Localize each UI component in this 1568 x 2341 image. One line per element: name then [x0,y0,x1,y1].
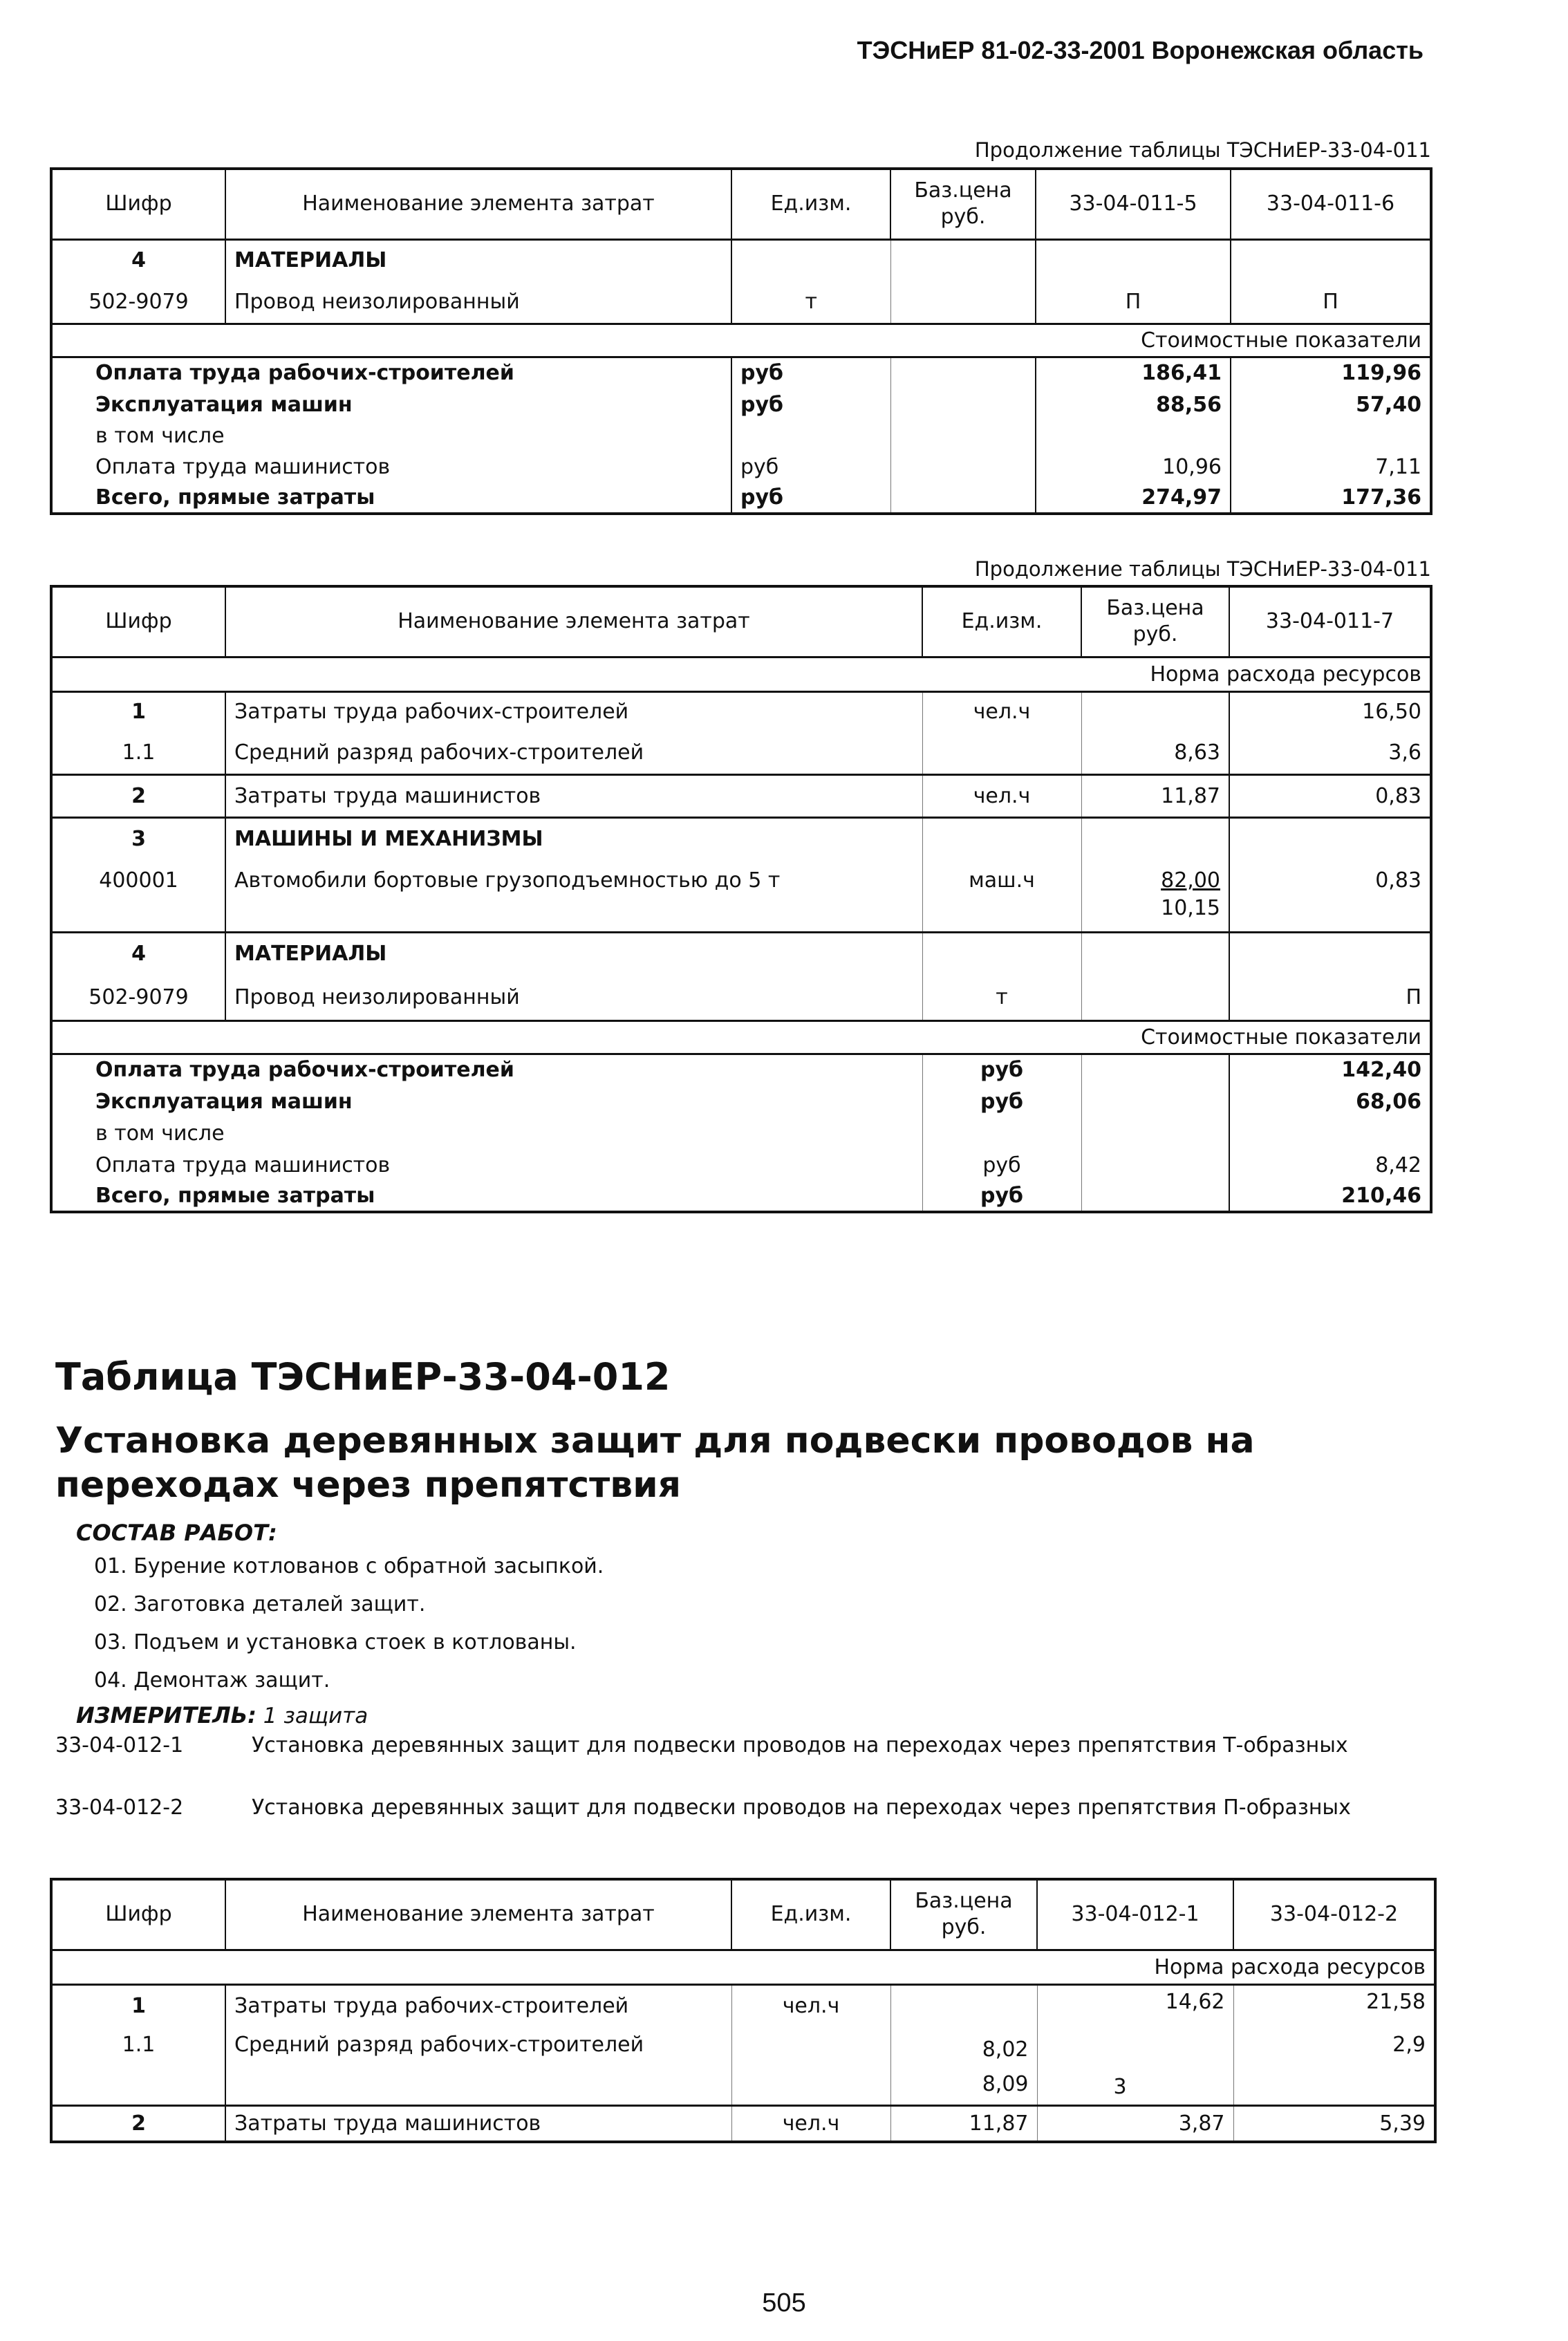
row-value-1: 14,62 [1037,1984,1233,2027]
norm-label-row [51,1950,1435,1984]
cost-label-row [51,324,1431,357]
section-name: МАТЕРИАЛЫ [225,239,731,281]
row-code: 502-9079 [88,985,189,1009]
cost-row [51,389,1431,420]
row-unit: чел.ч [922,691,1081,731]
table-row [51,239,1431,281]
table-row [51,860,1431,932]
row-name: Провод неизолированный [225,975,922,1020]
table-row [51,2106,1435,2142]
col-header-name: Наименование элемента затрат [225,169,731,239]
col-header-price: Баз.цена руб. [1081,586,1229,657]
section-name: МАШИНЫ И МЕХАНИЗМЫ [225,817,922,860]
col-header-unit: Ед.изм. [922,586,1081,657]
cost-value-2: 57,40 [1231,389,1431,420]
row-name: Провод неизолированный [225,281,731,324]
cost-unit: руб [731,389,890,420]
col-header-code: Шифр [105,192,172,216]
norm-label: Норма расхода ресурсов [1154,1955,1426,1979]
cost-name: в том числе [95,423,225,448]
table-row [51,731,1431,774]
cost-name: Оплата труда машинистов [95,454,391,479]
cost-unit: руб [922,1181,1081,1212]
col-header-price: Баз.цена руб. [890,169,1036,239]
row-value-1: П [1229,975,1431,1020]
row-value-1: 3,87 [1037,2106,1233,2142]
table-row [51,281,1431,324]
table-row [51,691,1431,731]
cost-unit: руб [922,1149,1081,1181]
cost-name: Оплата труда машинистов [95,1153,391,1177]
row-unit: чел.ч [922,774,1081,817]
code-item-number: 33-04-012-1 [55,1733,184,1757]
row-value-1: 0,83 [1229,860,1431,932]
section-code: 4 [131,248,146,273]
cost-unit: руб [731,357,890,389]
table-row [51,2027,1435,2106]
measure-heading: ИЗМЕРИТЕЛЬ: [76,1702,256,1728]
row-price: 11,87 [1081,774,1229,817]
norm-label-row [51,657,1431,691]
measure-value: 1 защита [263,1704,368,1728]
work-item: 03. Подъем и установка стоек в котлованы. [94,1630,577,1654]
row-value-1: 3 [1037,2027,1233,2106]
row-name: Средний разряд рабочих-строителей [225,2027,731,2106]
row-value-2: 5,39 [1233,2106,1435,2142]
row-name: Автомобили бортовые грузоподъемностью до 5 т [225,860,922,932]
col-header-rate-1: 33-04-011-5 [1036,169,1231,239]
table-row [51,932,1431,975]
row-value-1: 3,6 [1229,731,1431,774]
row-code: 1 [131,700,146,725]
row-name: Затраты труда машинистов [225,2106,731,2142]
work-item: 02. Заготовка деталей защит. [94,1592,426,1616]
row-value-2: 2,9 [1233,2027,1435,2106]
cost-label: Стоимостные показатели [1141,328,1421,353]
row-value-2: П [1231,281,1431,324]
table-row [51,774,1431,817]
table-a-header-row [51,169,1431,239]
row-price: 11,87 [890,2106,1037,2142]
row-code: 1.1 [122,2033,156,2057]
row-name: Средний разряд рабочих-строителей [225,731,922,774]
cost-value-1: 8,42 [1229,1149,1431,1181]
cost-row [51,357,1431,389]
row-value-1: 0,83 [1229,774,1431,817]
row-name: Затраты труда машинистов [225,774,922,817]
price-line-2: 8,09 [982,2072,1029,2096]
cost-value-1: 210,46 [1229,1181,1431,1212]
document-header: ТЭСНиЕР 81-02-33-2001 Воронежская область [857,36,1424,64]
col-header-unit: Ед.изм. [731,169,890,239]
cost-label: Стоимостные показатели [1141,1025,1421,1050]
page-number: 505 [762,2288,806,2317]
cost-row [51,1085,1431,1117]
cost-row-total [51,1181,1431,1212]
table-b [50,585,1432,1213]
table-a-caption: Продолжение таблицы ТЭСНиЕР-33-04-011 [974,138,1431,162]
row-price: 8,63 [1081,731,1229,774]
row-unit: чел.ч [731,1984,890,2027]
work-item: 01. Бурение котлованов с обратной засыпкой. [94,1554,604,1578]
row-name: Затраты труда рабочих-строителей [225,691,922,731]
cost-row [51,1149,1431,1181]
price-rate-top: 82,00 [1161,868,1220,893]
section-subtitle: Установка деревянных защит для подвески проводов на переходах через препятствия [55,1420,1255,1506]
table-c-header-row [51,1879,1435,1950]
cost-value-1: 186,41 [1036,357,1231,389]
section-code: 3 [131,827,146,852]
cost-unit: руб [922,1054,1081,1085]
works-heading: СОСТАВ РАБОТ: [76,1520,277,1546]
cost-value-1: 68,06 [1229,1085,1431,1117]
col-header-rate-2: 33-04-011-6 [1231,169,1431,239]
cost-row-total [51,483,1431,514]
cost-name: Оплата труда рабочих-строителей [95,1058,514,1083]
cost-unit: руб [922,1085,1081,1117]
cost-name: Эксплуатация машин [95,392,353,417]
cost-value-2: 119,96 [1231,357,1431,389]
row-price [890,2027,1037,2106]
cost-label-row [51,1020,1431,1054]
cost-name: Всего, прямые затраты [95,485,375,510]
price-line-1: 8,02 [982,2037,1029,2062]
row-code: 1 [131,1994,146,2019]
row-unit: маш.ч [922,860,1081,932]
col-header-rate-2: 33-04-012-2 [1233,1879,1435,1950]
cost-name: Эксплуатация машин [95,1089,353,1114]
col-header-name: Наименование элемента затрат [225,586,922,657]
norm-label: Норма расхода ресурсов [1150,662,1421,687]
row-unit: чел.ч [731,2106,890,2142]
col-header-name: Наименование элемента затрат [225,1879,731,1950]
row-value-2: 21,58 [1233,1984,1435,2027]
table-row [51,817,1431,860]
code-item-text: Установка деревянных защит для подвески проводов на переходах через препятствия П-образных [252,1796,1351,1820]
section-code: 4 [131,942,146,967]
table-row [51,1984,1435,2027]
cost-value-2: 177,36 [1231,483,1431,514]
cost-row [51,420,1431,451]
cost-value-1: 142,40 [1229,1054,1431,1085]
cost-row [51,1054,1431,1085]
measure-line [76,1702,368,1728]
col-header-rate-1: 33-04-011-7 [1229,586,1431,657]
row-unit: т [731,281,890,324]
row-code: 2 [131,783,146,808]
section-title: Таблица ТЭСНиЕР-33-04-012 [55,1355,671,1399]
code-item-number: 33-04-012-2 [55,1796,184,1820]
cost-name: Всего, прямые затраты [95,1184,375,1208]
table-b-caption: Продолжение таблицы ТЭСНиЕР-33-04-011 [974,557,1431,581]
row-unit: т [922,975,1081,1020]
cost-name: Оплата труда рабочих-строителей [95,361,514,386]
row-code: 400001 [99,868,178,893]
cost-value-2: 7,11 [1231,451,1431,483]
code-item-text: Установка деревянных защит для подвески проводов на переходах через препятствия Т-образных [252,1733,1348,1757]
table-row [51,975,1431,1020]
section-name: МАТЕРИАЛЫ [225,932,922,975]
table-a [50,167,1432,515]
table-b-header-row [51,586,1431,657]
row-name: Затраты труда рабочих-строителей [225,1984,731,2027]
cost-unit: руб [731,483,890,514]
cost-row [51,451,1431,483]
cost-name: в том числе [95,1121,225,1146]
row-price [1081,860,1229,932]
cost-value-1: 274,97 [1036,483,1231,514]
cost-value-1: 10,96 [1036,451,1231,483]
row-code: 502-9079 [88,289,189,314]
col-header-price: Баз.цена руб. [890,1879,1037,1950]
cost-unit: руб [731,451,890,483]
col-header-rate-1: 33-04-012-1 [1037,1879,1233,1950]
col-header-code: Шифр [105,1902,172,1927]
cost-value-1: 88,56 [1036,389,1231,420]
row-code: 1.1 [122,740,156,765]
cost-row [51,1117,1431,1149]
row-value-1: П [1036,281,1231,324]
row-value-1: 16,50 [1229,691,1431,731]
work-item: 04. Демонтаж защит. [94,1668,330,1692]
row-code: 2 [131,2111,146,2136]
col-header-unit: Ед.изм. [731,1879,890,1950]
price-rate-bottom: 10,15 [1161,896,1220,920]
table-c [50,1878,1437,2143]
col-header-code: Шифр [105,609,172,634]
